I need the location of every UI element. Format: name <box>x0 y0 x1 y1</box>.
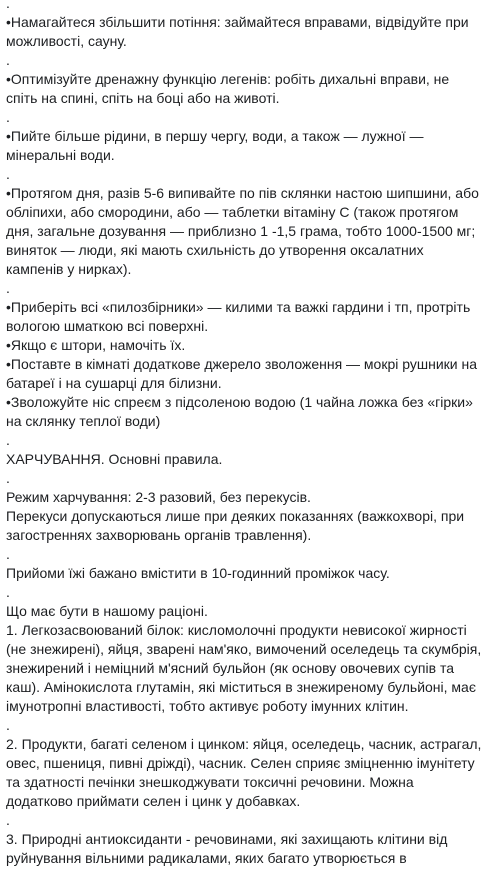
post-line: . <box>6 470 10 486</box>
post-line: •Оптимізуйте дренажну функцію легенів: робіть дихальні вправи, не <box>6 71 450 87</box>
post-line: •Пийте більше рідини, в першу чергу, води, а також — лужної — <box>6 128 424 144</box>
post-line: вологою шматкою всі поверхні. <box>6 318 209 334</box>
post-line: . <box>6 717 10 733</box>
post-line: загостреннях захворювань органів травлення). <box>6 527 312 543</box>
post-line: Що має бути в нашому раціоні. <box>6 603 208 619</box>
post-line: . <box>6 0 10 11</box>
post-line: . <box>6 280 10 296</box>
post-line: •Поставте в кімнаті додаткове джерело зволоження — мокрі рушники на <box>6 356 478 372</box>
post-line: . <box>6 109 10 125</box>
post-line: на склянку теплої води) <box>6 413 161 429</box>
post-line: обліпихи, або смородини, або — таблетки вітаміну С (також протягом <box>6 204 459 220</box>
post-line: . <box>6 166 10 182</box>
post-line: знежирений і неміцний м'ясний бульйон (як основу овочевих супів та <box>6 660 454 676</box>
post-line: спіть на спині, спіть на боці або на животі. <box>6 90 280 106</box>
post-line: •Намагайтеся збільшити потіння: займайтеся вправами, відвідуйте при <box>6 14 469 30</box>
post-line: імунотропні властивості, тобто активує роботу імунних клітин. <box>6 698 409 714</box>
post-line: •Зволожуйте ніс спреєм з підсоленою водою (1 чайна ложка без «гірки» <box>6 394 473 410</box>
post-line: додатково приймати селен і цинк у добавках. <box>6 793 301 809</box>
post-line: . <box>6 812 10 828</box>
post-line: •Приберіть всі «пилозбірники» — килими та важкі гардини і тп, протріть <box>6 299 471 315</box>
post-line: . <box>6 52 10 68</box>
post-line: 1. Легкозасвоюваний білок: кисломолочні продукти невисокої жирності <box>6 622 467 638</box>
post-line: кампенів у нирках). <box>6 261 132 277</box>
post-text <box>6 0 484 868</box>
post-line: руйнування вільними радикалами, яких багато утворюється в <box>6 850 407 866</box>
post-line: виняток — люди, які мають схильність до утворення оксалатних <box>6 242 424 258</box>
post-line: батареї і на сушарці для білизни. <box>6 375 222 391</box>
post-line: •Протягом дня, разів 5-6 випивайте по пів склянки настою шипшини, або <box>6 185 479 201</box>
post-line: та здатності печінки знешкоджувати токсичні речовини. Можна <box>6 774 414 790</box>
post-line: Прийоми їжі бажано вмістити в 10-годинний проміжок часу. <box>6 565 390 581</box>
post-line: можливості, сауну. <box>6 33 127 49</box>
post-line: каш). Амінокислота глутамін, які міститься в знежиреному бульйоні, має <box>6 679 476 695</box>
post-line: . <box>6 584 10 600</box>
post-line: . <box>6 546 10 562</box>
post-line: •Якщо є штори, намочіть їх. <box>6 337 186 353</box>
post-line: ХАРЧУВАННЯ. Основні правила. <box>6 451 223 467</box>
post-line: дня, загальне дозування — приблизно 1 -1,5 грама, тобто 1000-1500 мг; <box>6 223 476 239</box>
post-line: 3. Природні антиоксиданти - речовинами, які захищають клітини від <box>6 831 448 847</box>
post-line: . <box>6 432 10 448</box>
post-line: Режим харчування: 2-3 разовий, без перекусів. <box>6 489 311 505</box>
post-line: (не знежирені), яйця, зварені нам'яко, вимочений оселедець та скумбрія, <box>6 641 482 657</box>
post-line: Перекуси допускаються лише при деяких показаннях (важкохворі, при <box>6 508 465 524</box>
post-line: овес, пшениця, пивні дріжді), часник. Селен сприяє зміцненню імунітету <box>6 755 475 771</box>
post-line: мінеральні води. <box>6 147 115 163</box>
post-line: 2. Продукти, багаті селеном і цинком: яйця, оселедець, часник, астрагал, <box>6 736 482 752</box>
